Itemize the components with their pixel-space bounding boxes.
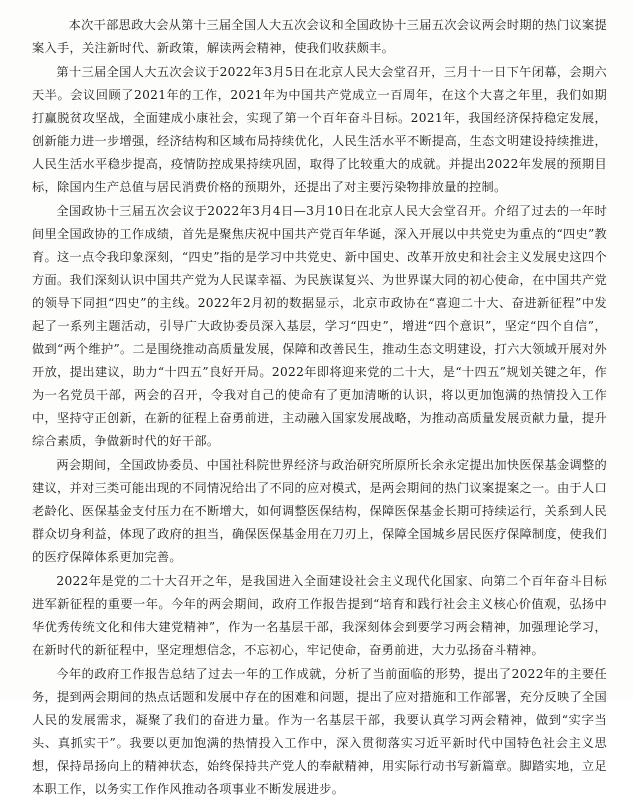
paragraph-2022-outlook: 2022年是党的二十大召开之年，是我国进入全面建设社会主义现代化国家、向第二个百年奋斗目标进军新征程的重要一年。今年的两会期间，政府工作报告提到“培育和践行社会主义核心价值观，弘扬中华优秀传统文化和伟大建党精神”，作为一名基层干部，我深刻体会到要学习两会精神，加强理论学习，在新时代的新征程中，坚定理想信念，不忘初心，牢记使命，奋勇前进，大力弘扬奋斗精神。 [32,574,607,657]
paragraph-conclusion: 今年的政府工作报告总结了过去一年的工作成就，分析了当前面临的形势，提出了2022年的主要任务，提到两会期间的热点话题和发展中存在的困难和问题，提出了应对措施和工作部署，充分反映了全国人民的发展需求，凝聚了我们的奋进力量。作为一名基层干部，我要认真学习两会精神，做到“实字当头、真抓实干”。我要以更加饱满的热情投入工作中，深入贯彻落实习近平新时代中国特色社会主义思想，保持昂扬向上的精神状态，始终保持共产党人的奉献精神，用实际行动书写新篇章。脚踏实地，立足本职工作，以务实工作作风推动各项事业不断发展进步。 [32,667,607,796]
paragraph-npc-session: 第十三届全国人大五次会议于2022年3月5日在北京人民大会堂召开，三月十一日下午闭幕，会期六天半。会议回顾了2021年的工作，2021年为中国共产党成立一百周年，在这个大喜之年里，我们如期打赢脱贫攻坚战，全面建成小康社会，实现了第一个百年奋斗目标。2021年，我国经济保持稳定发展，创新能力进一步增强，经济结构和区域布局持续优化，人民生活水平不断提高，生态文明建设持续推进，人民生活水平稳步提高，疫情防控成果持续巩固，取得了比较重大的成就。并提出2022年发展的预期目标，除国内生产总值与居民消费价格的预期外，还提出了对主要污染物排放量的控制。 [32,65,607,194]
paragraph-intro: 本次干部思政大会从第十三届全国人大五次会议和全国政协十三届五次会议两会时期的热门议案提案入手，关注新时代、新政策，解读两会精神，使我们收获颇丰。 [32,18,607,55]
paragraph-proposal: 两会期间，全国政协委员、中国社科院世界经济与政治研究所原所长余永定提出加快医保基金调整的建议，并对三类可能出现的不同情况给出了不同的应对模式，是两会期间的热门议案提案之一。由于人口老龄化、医保基金支付压力在不断增大，如何调整医保结构，保障医保基金长期可持续运行，关系到人民群众切身利益，体现了政府的担当，确保医保基金用在刀刃上，保障全国城乡居民医疗保障制度，使我们的医疗保障体系更加完善。 [32,458,607,564]
paragraph-cppcc-session: 全国政协十三届五次会议于2022年3月4日—3月10日在北京人民大会堂召开。介绍了过去的一年时间里全国政协的工作成绩，首先是聚焦庆祝中国共产党百年华诞，深入开展以中共党史为重点的“四史”教育。这一点令我印象深刻，“四史”指的是学习中共党史、新中国史、改革开放史和社会主义发展史这四个方面。我们深刻认识中国共产党为人民谋幸福、为民族谋复兴、为世界谋大同的初心使命，在中国共产党的领导下同担“四史”的主线。2022年2月初的数据显示，北京市政协在“喜迎二十大、奋进新征程”中发起了一系列主题活动，引导广大政协委员深入基层，学习“四史”，增进“四个意识”，坚定“四个自信”，做到“两个维护”。二是围绕推动高质量发展，保障和改善民生，推动生态文明建设，打六大领域开展对外开放，提出建议，助力“十四五”良好开局。2022年即将迎来党的二十大，是“十四五”规划关键之年，作为一名党员干部，两会的召开，令我对自己的使命有了更加清晰的认识，将以更加饱满的热情投入工作中，坚持守正创新，在新的征程上奋勇前进，主动融入国家发展战略，为推动高质量发展贡献力量，提升综合素质，争做新时代的好干部。 [32,204,607,448]
